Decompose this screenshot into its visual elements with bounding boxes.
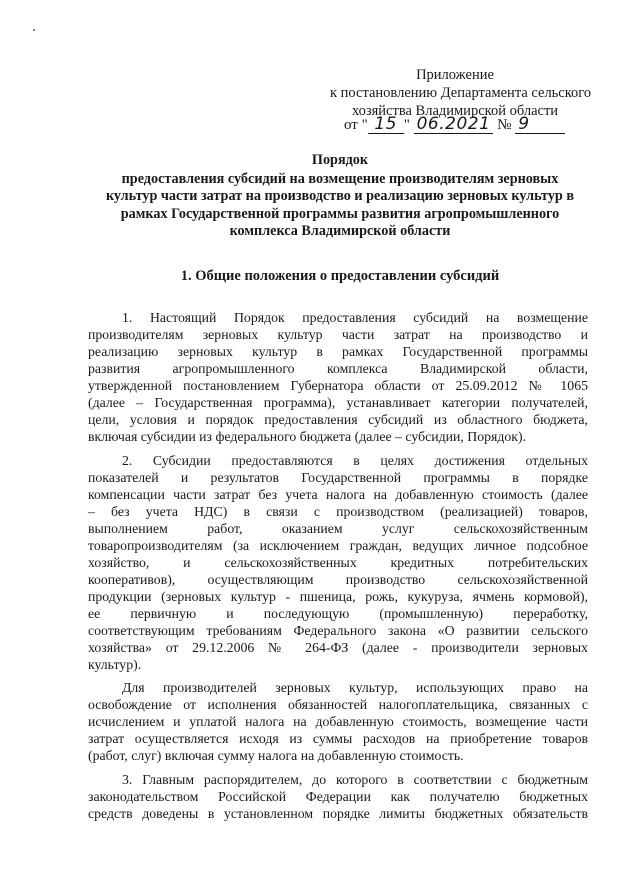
document-title — [70, 152, 610, 241]
text-line: освобождение от исполнения обязанностей налогоплательщика, связанных с — [88, 697, 588, 712]
text-line: 1. Настоящий Порядок предоставления субсидий на возмещение — [122, 310, 588, 325]
number-prefix: № — [497, 117, 512, 133]
appendix-line: к постановлению Департамента сельского — [330, 85, 592, 101]
title-line: культур части затрат на производство и реализацию зерновых культур в — [105, 188, 575, 204]
text-line: законодательством Российской Федерации как получателю бюджетных — [88, 789, 588, 804]
paragraph-3 — [88, 679, 588, 764]
text-line: затрат осуществляется исходя из суммы расходов на приобретение товаров — [88, 731, 588, 746]
text-line: включая субсидии из федерального бюджета (далее – субсидии, Порядок). — [88, 429, 527, 444]
text-line: компенсации части затрат без учета налога на добавленную стоимость (далее — [88, 487, 588, 502]
paragraph-2 — [88, 452, 588, 673]
title-line: рамках Государственной программы развития агропромышленного — [120, 205, 560, 222]
decree-number: 9 — [515, 116, 565, 134]
text-line: культур). — [88, 657, 142, 672]
text-line: реализацию зерновых культур в рамках Государственной программы — [88, 344, 588, 359]
paragraph-4 — [88, 771, 588, 822]
paragraph-1 — [88, 309, 588, 445]
text-line: хозяйство, и сельскохозяйственных кредитных потребительских — [88, 555, 588, 570]
text-line: средств доведены в установленном порядке лимиты бюджетных обязательств — [88, 806, 588, 821]
text-line: развития агропромышленного комплекса Владимирской области, — [88, 361, 588, 376]
title-line: комплекса Владимирской области — [229, 223, 451, 239]
text-line: цели, условия и порядок предоставления субсидий из областного бюджета, — [88, 412, 588, 427]
text-line: исчислением и уплатой налога на добавленную стоимость, возмещение части — [88, 714, 588, 729]
text-line: хозяйства» от 29.12.2006 № 264-ФЗ (далее - производители зерновых — [88, 640, 588, 655]
text-line: производителям зерновых культур части затрат на производство и — [88, 327, 588, 342]
text-line: выполнением работ, оказанием услуг сельскохозяйственным — [88, 521, 588, 536]
scan-speck — [33, 29, 35, 31]
title-heading: Порядок — [311, 152, 369, 168]
text-line: товаропроизводителям (за исключением граждан, ведущих личное подсобное — [88, 538, 588, 553]
title-line: предоставления субсидий на возмещение производителям зерновых — [121, 170, 559, 187]
text-line: кооперативов), осуществляющим производство сельскохозяйственной — [88, 572, 588, 587]
text-line: – без учета НДС) в связи с производством (реализацией) товаров, — [88, 504, 588, 519]
decree-date-line — [344, 116, 574, 134]
text-line: продукции (зерновых культур - пшеница, рожь, кукуруза, ячмень кормовой), — [88, 589, 588, 604]
text-line: 2. Субсидии предоставляются в целях достижения отдельных — [122, 453, 588, 468]
date-day: 15 — [368, 116, 404, 134]
section-heading: 1. Общие положения о предоставлении субсидий — [180, 268, 500, 284]
appendix-line: хозяйства Владимирской области — [351, 103, 559, 119]
text-line: утвержденной постановлением Губернатора области от 25.09.2012 № 1065 — [88, 378, 588, 393]
appendix-block — [330, 66, 592, 120]
date-prefix: от " — [344, 117, 368, 133]
text-line: показателей и результатов Государственной программы в порядке — [88, 470, 588, 485]
appendix-line: Приложение — [416, 67, 494, 83]
text-line: (работ, слуг) включая сумму налога на добавленную стоимость. — [88, 748, 464, 763]
date-sep: " — [403, 117, 410, 133]
text-line: Для производителей зерновых культур, использующих право на — [122, 680, 588, 695]
date-month-year: 06.2021 — [414, 116, 494, 134]
text-line: ее первичную и последующую (промышленную) переработку, — [88, 606, 588, 621]
text-line: соответствующим требованиям Федерального закона «О развитии сельского — [88, 623, 588, 638]
text-line: (далее – Государственная программа), устанавливает категории получателей, — [88, 395, 588, 410]
text-line: 3. Главным распорядителем, до которого в соответствии с бюджетным — [122, 772, 588, 787]
